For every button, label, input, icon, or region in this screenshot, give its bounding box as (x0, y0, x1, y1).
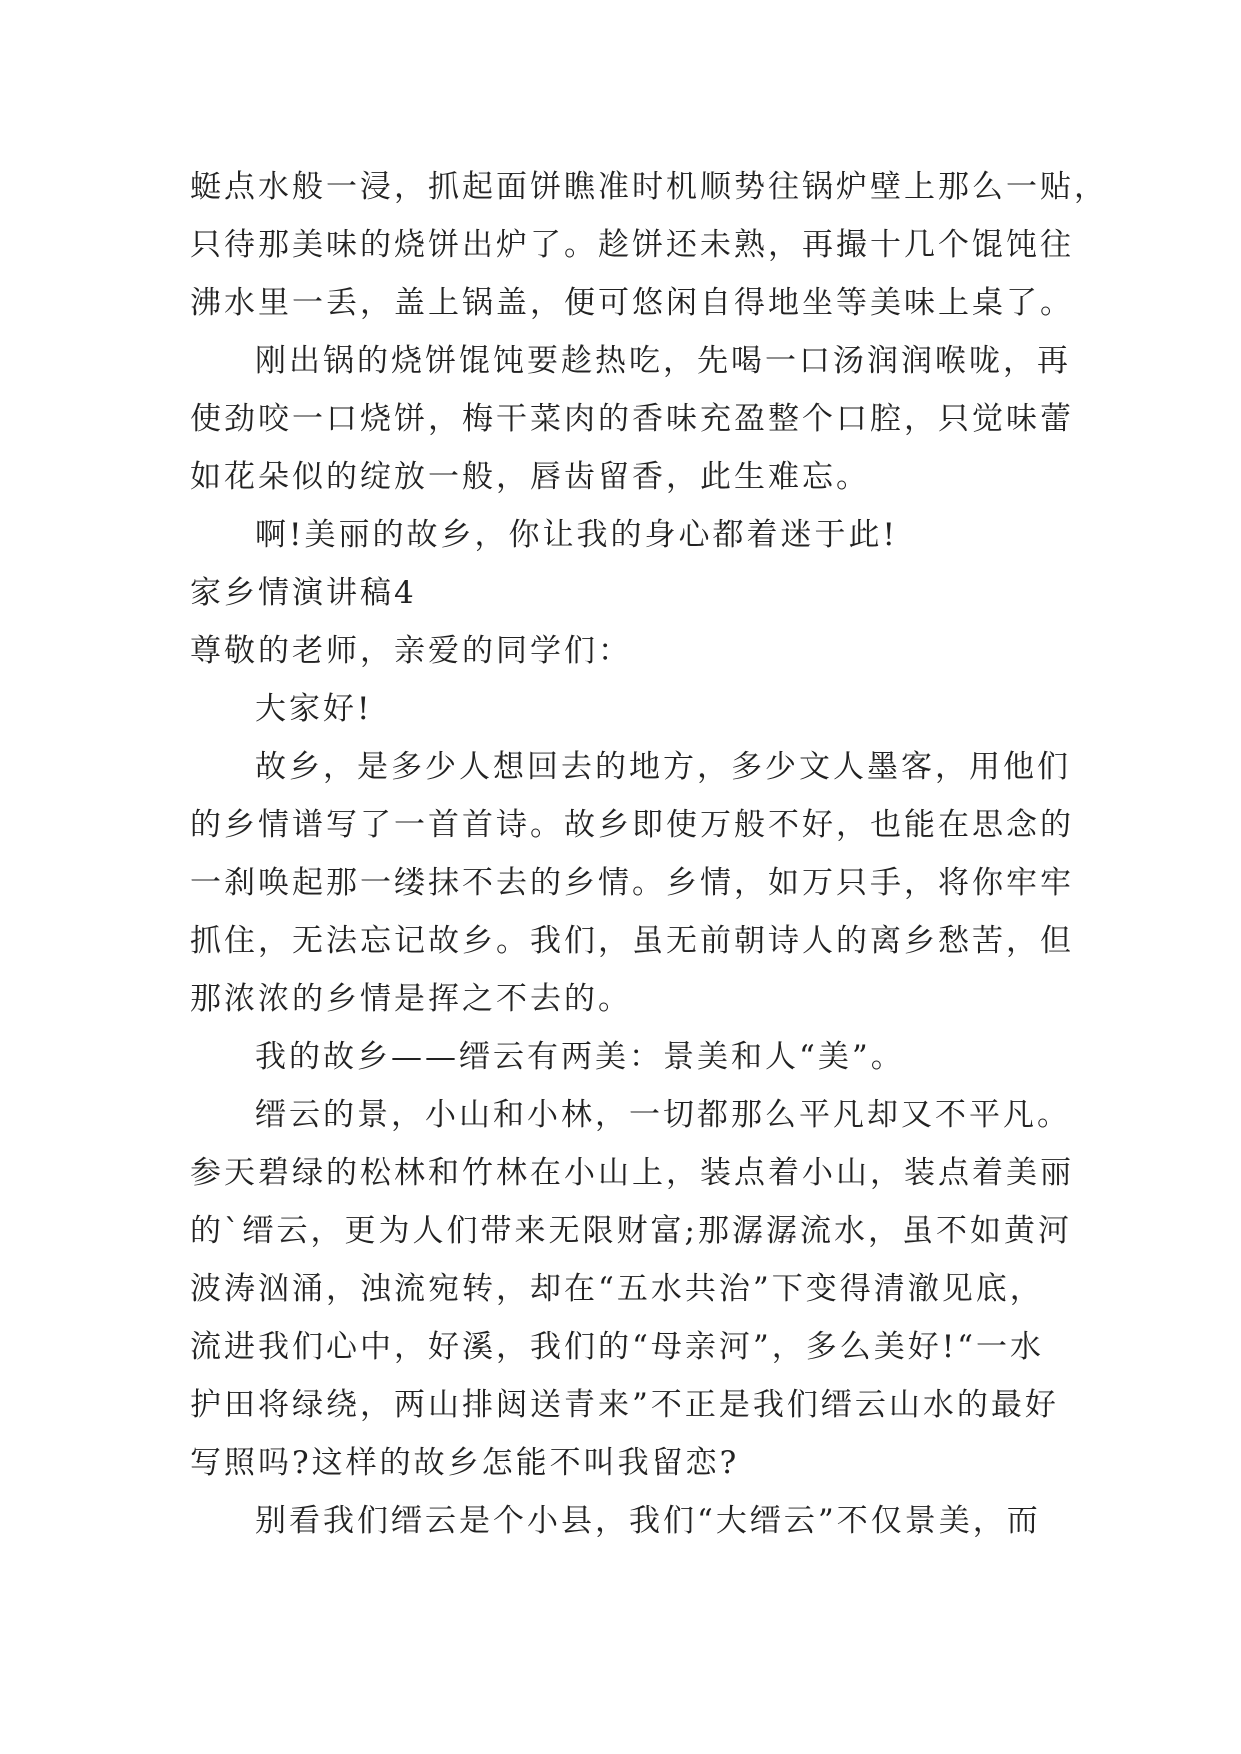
paragraph-start: 我的故乡——缙云有两美：景美和人“美”。 (255, 1039, 905, 1075)
text-line: 如花朵似的绽放一般，唇齿留香，此生难忘。 (190, 459, 870, 495)
text-line: 使劲咬一口烧饼，梅干菜肉的香味充盈整个口腔，只觉味蕾 (190, 401, 1074, 437)
text-line: 蜓点水般一浸，抓起面饼瞧准时机顺势往锅炉壁上那么一贴， (190, 169, 1108, 205)
text-line: 抓住，无法忘记故乡。我们，虽无前朝诗人的离乡愁苦，但 (190, 923, 1074, 959)
salutation: 尊敬的老师，亲爱的同学们： (190, 633, 632, 669)
text-line: 那浓浓的乡情是挥之不去的。 (190, 981, 632, 1017)
text-line: 的乡情谱写了一首首诗。故乡即使万般不好，也能在思念的 (190, 807, 1074, 843)
paragraph-start: 故乡，是多少人想回去的地方，多少文人墨客，用他们 (255, 749, 1071, 785)
text-line: 写照吗?这样的故乡怎能不叫我留恋? (190, 1445, 740, 1481)
paragraph-start: 啊!美丽的故乡，你让我的身心都着迷于此! (255, 517, 898, 553)
text-line: 一刹唤起那一缕抹不去的乡情。乡情，如万只手，将你牢牢 (190, 865, 1074, 901)
text-line: 波涛汹涌，浊流宛转，却在“五水共治”下变得清澈见底， (190, 1271, 1044, 1307)
greeting: 大家好! (255, 691, 373, 727)
paragraph-start: 别看我们缙云是个小县，我们“大缙云”不仅景美，而 (255, 1503, 1041, 1539)
text-line: 的`缙云，更为人们带来无限财富;那潺潺流水，虽不如黄河 (190, 1213, 1072, 1249)
text-line: 护田将绿绕，两山排闼送青来”不正是我们缙云山水的最好 (190, 1387, 1059, 1423)
text-line: 只待那美味的烧饼出炉了。趁饼还未熟，再撮十几个馄饨往 (190, 227, 1074, 263)
paragraph-start: 缙云的景，小山和小林，一切都那么平凡却又不平凡。 (255, 1097, 1071, 1133)
paragraph-start: 刚出锅的烧饼馄饨要趁热吃，先喝一口汤润润喉咙，再 (255, 343, 1071, 379)
text-line: 参天碧绿的松林和竹林在小山上，装点着小山，装点着美丽 (190, 1155, 1074, 1191)
text-line: 沸水里一丢，盖上锅盖，便可悠闲自得地坐等美味上桌了。 (190, 285, 1074, 321)
section-heading: 家乡情演讲稿4 (190, 575, 417, 611)
text-line: 流进我们心中，好溪，我们的“母亲河”，多么美好!“一水 (190, 1329, 1044, 1365)
